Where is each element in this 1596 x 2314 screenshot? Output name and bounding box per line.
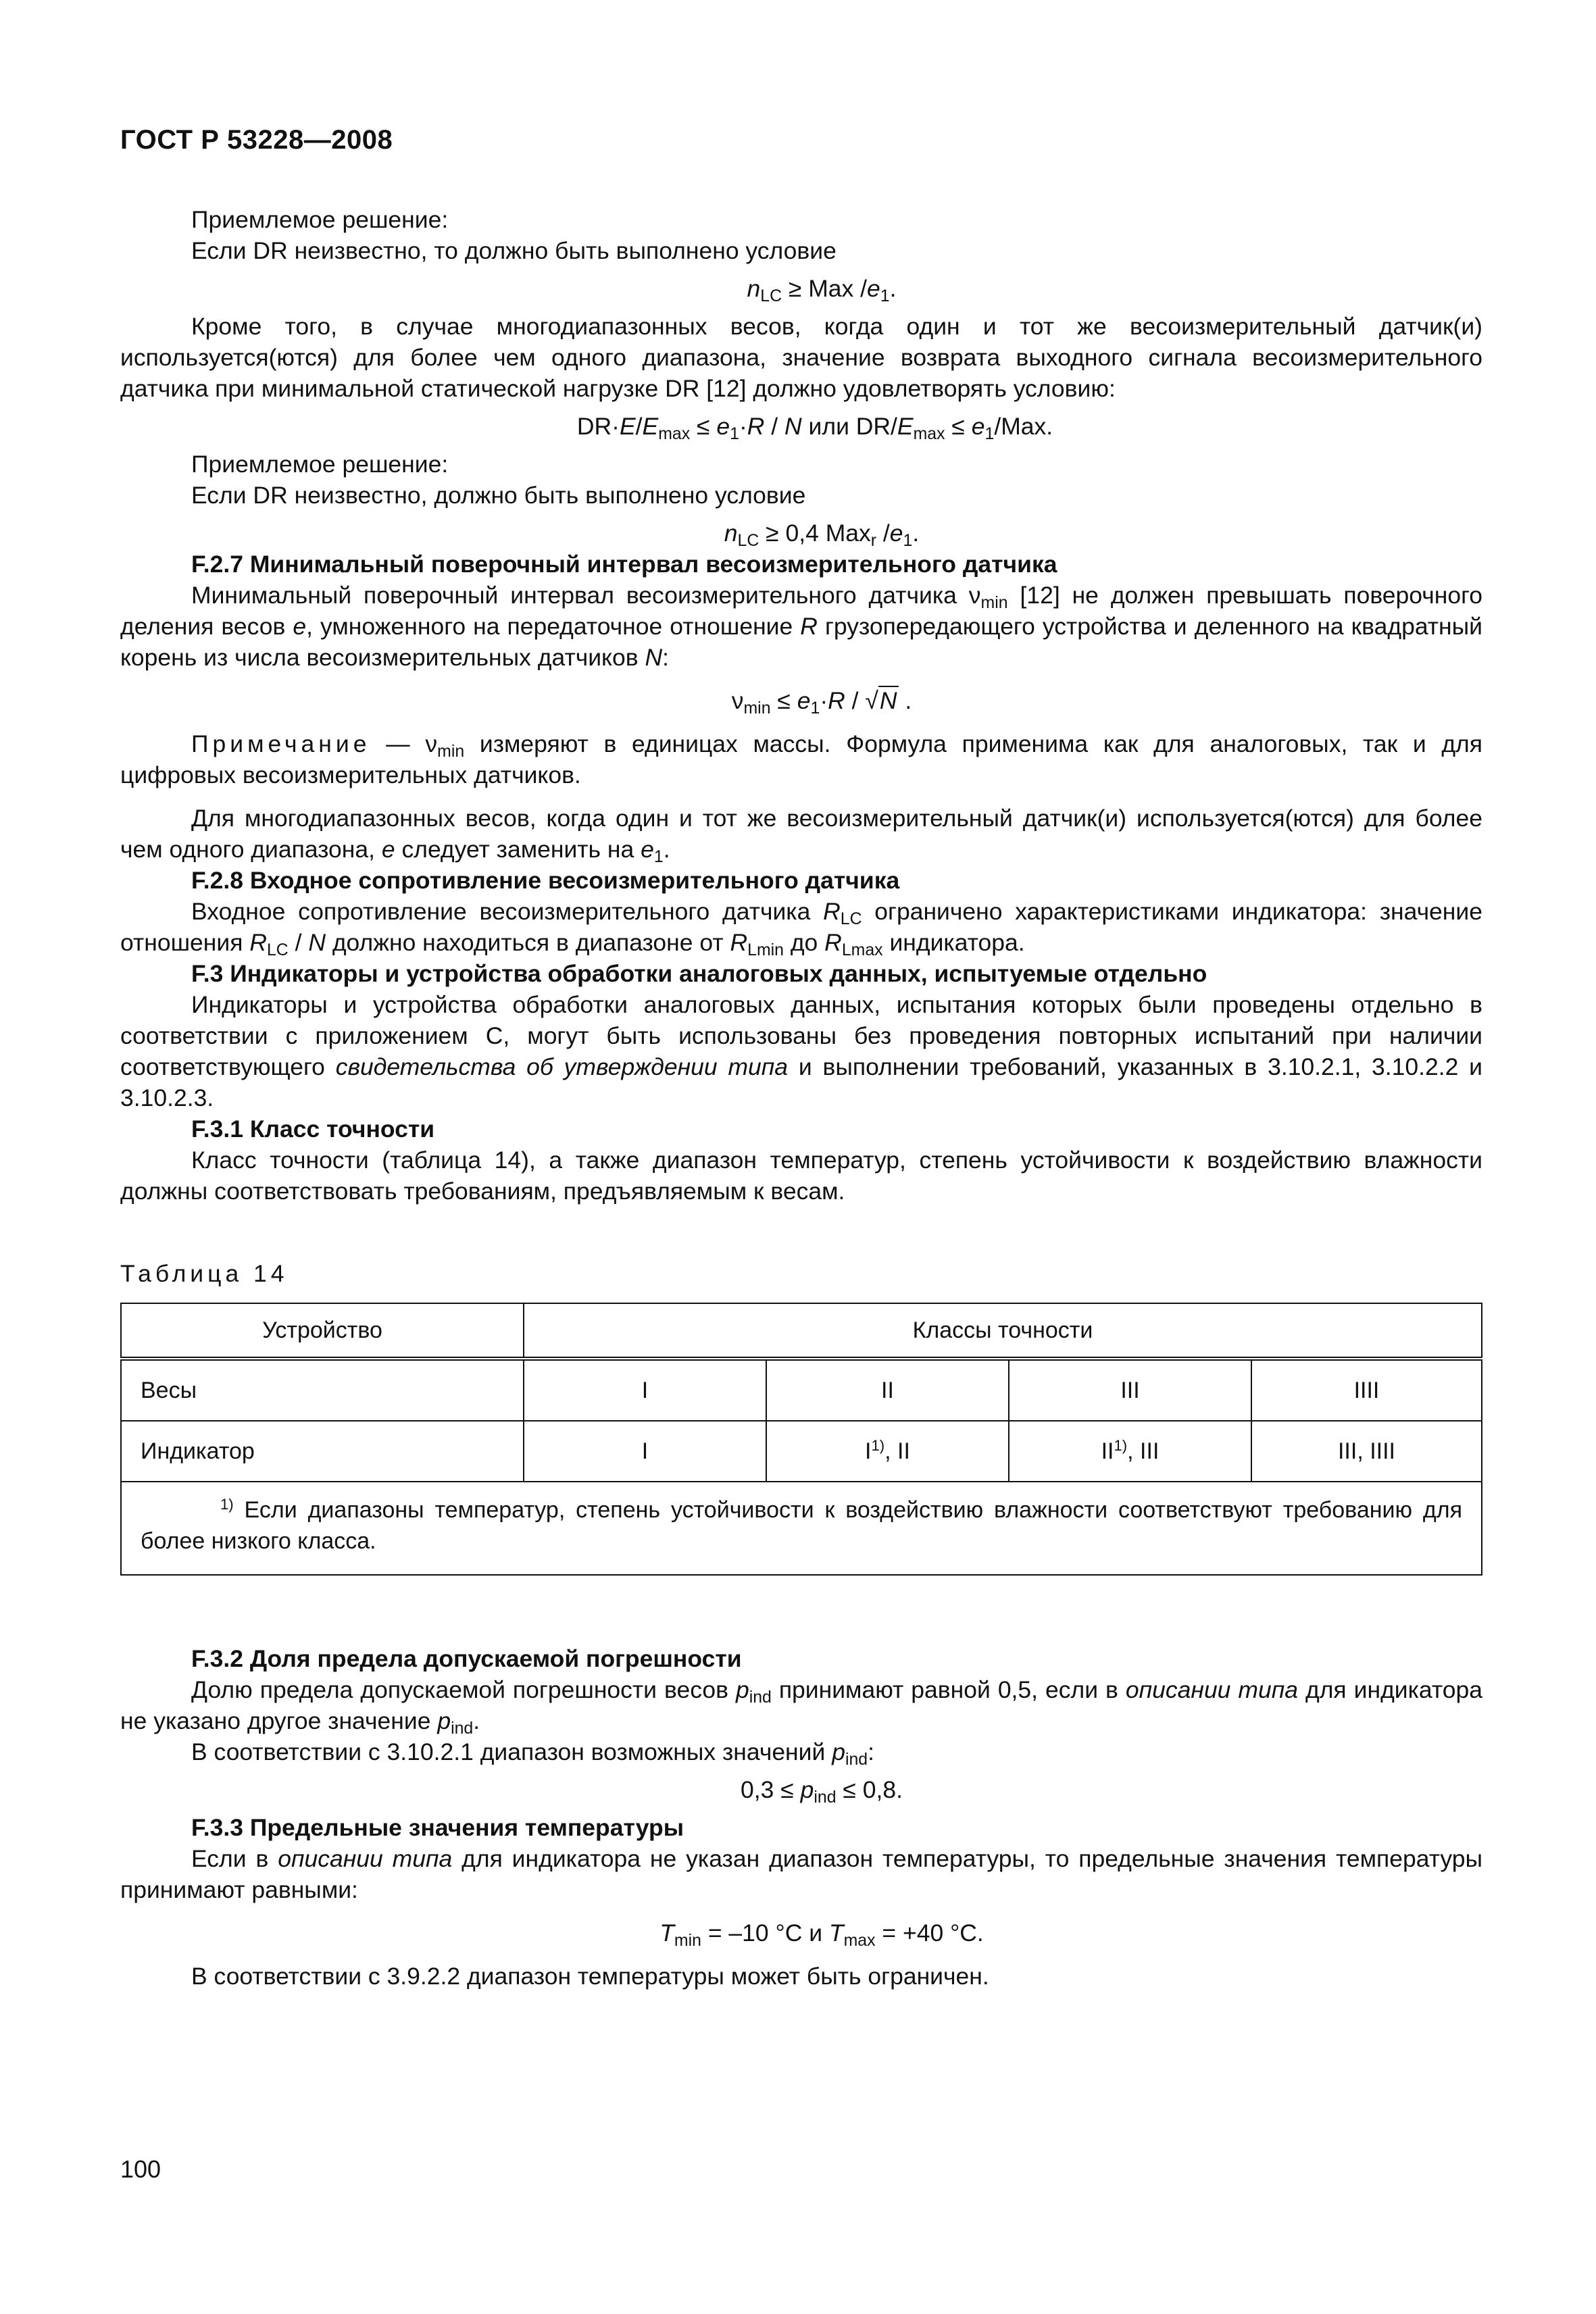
table-cell: III [1009, 1359, 1251, 1421]
paragraph-f32-range: В соответствии с 3.10.2.1 диапазон возможных значений $p_{ind}$: [191, 1738, 874, 1769]
paragraph-multirange: Кроме того, в случае многодиапазонных весов, когда один и тот же весоизмерительный датчик(и) используется(ются) для более чем одного диапазона, значение возврата выходного сигнала весоизмерительного датчика при минимальной статической нагрузке DR [12] должно удовлетворять условию: [120, 313, 1482, 402]
condition-text: Если DR неизвестно, то должно быть выполнено условие [191, 237, 837, 264]
paragraph-f33: Если в описании типа для индикатора не указан диапазон температуры, то предельные значения температуры принимают равными: [120, 1845, 1482, 1903]
table-cell: $I^{1)}$, II [766, 1421, 1009, 1482]
paragraph-f3: Индикаторы и устройства обработки аналоговых данных, испытания которых были проведены отдельно в соответствии с приложением С, могут быть использованы без проведения повторных испытаний при наличии соответствующего свидетельства об утверждении типа и выполнении требований, указанных в 3.10.2.1, 3.10.2.2 и 3.10.2.3. [120, 991, 1482, 1111]
table-cell-label: Индикатор [121, 1421, 524, 1482]
paragraph-f27: Минимальный поверочный интервал весоизмерительного датчика $\nu_{min}$ [12] не должен превышать поверочного деления весов e, умноженного на передаточное отношение R грузопередающего устройства и деленного на квадратный корень из числа весоизмерительных датчиков N: [120, 582, 1483, 671]
section-heading-f33: F.3.3 Предельные значения температуры [191, 1814, 684, 1841]
section-heading-f27: F.2.7 Минимальный поверочный интервал весоизмерительного датчика [191, 551, 1057, 578]
table-cell: I [524, 1359, 766, 1421]
table-cell: II$^{1)}$, III [1009, 1421, 1251, 1482]
formula-pind: $0,3 \le p_{ind} \le 0,8$. [741, 1776, 903, 1807]
table-row [121, 1421, 1482, 1482]
formula-nlc-maxr: $n_{LC} \ge 0,4$ Max$_r$ $/e_1$. [724, 520, 920, 550]
paragraph-last: В соответствии с 3.9.2.2 диапазон температуры может быть ограничен. [191, 1963, 989, 1990]
acceptable-solution-label-2: Приемлемое решение: [191, 451, 449, 478]
page-number: 100 [120, 2155, 161, 2183]
formula-temperature: $T_{min} = -10$ °C и $T_{max} = +40$ °C. [659, 1919, 984, 1950]
accuracy-class-table [120, 1303, 1482, 1576]
note-paragraph: Примечание — $\nu_{min}$ измеряют в единицах массы. Формула применима как для аналоговых, так и для цифровых весоизмерительных датчиков. [120, 730, 1482, 788]
table-cell: II [766, 1359, 1009, 1421]
condition-text-2: Если DR неизвестно, должно быть выполнено условие [191, 482, 806, 509]
table-cell: I [524, 1421, 766, 1482]
paragraph-multirange-2: Для многодиапазонных весов, когда один и тот же весоизмерительный датчик(и) используется(ются) для более чем одного диапазона, e следует заменить на $e_1$. [120, 805, 1482, 866]
section-heading-f31: F.3.1 Класс точности [191, 1115, 435, 1142]
table-cell: III, IIII [1251, 1421, 1482, 1482]
table-caption: Таблица 14 [120, 1260, 289, 1287]
formula-nlc: $n_{LC}$ ≥ Max $/e_1$. [747, 275, 897, 305]
section-heading-f32: F.3.2 Доля предела допускаемой погрешности [191, 1645, 742, 1672]
page-body [120, 204, 1482, 1992]
section-heading-f28: F.2.8 Входное сопротивление весоизмерительного датчика [191, 867, 900, 894]
section-heading-f3: F.3 Индикаторы и устройства обработки аналоговых данных, испытуемые отдельно [191, 960, 1207, 987]
paragraph-f28: Входное сопротивление весоизмерительного датчика $R_{LC}$ ограничено характеристиками индикатора: значение отношения $R_{LC}$ / N должно находиться в диапазоне от $R_{Lmin}$ до $R_{Lmax}$ индикатора. [120, 898, 1482, 959]
note-label: Примечание [191, 730, 371, 757]
table-cell: IIII [1251, 1359, 1482, 1421]
table-header-device: Устройство [121, 1303, 524, 1359]
paragraph-f31: Класс точности (таблица 14), а также диапазон температур, степень устойчивости к воздействию влажности должны соответствовать требованиям, предъявляемым к весам. [120, 1147, 1482, 1205]
table-footnote: $^{1)}$ Если диапазоны температур, степень устойчивости к воздействию влажности соответствуют требованию для более низкого класса. [121, 1482, 1482, 1575]
table-row [121, 1359, 1482, 1421]
formula-vmin: $\nu_{min} \le e_1\cdot R / √N$ . [731, 687, 912, 718]
table-header-classes: Классы точности [524, 1303, 1482, 1359]
paragraph-f32: Долю предела допускаемой погрешности весов $p_{ind}$ принимают равной 0,5, если в описании типа для индикатора не указано другое значение $p_{ind}$. [120, 1676, 1482, 1738]
acceptable-solution-label: Приемлемое решение: [191, 206, 449, 233]
table-cell-label: Весы [121, 1359, 524, 1421]
document-header: ГОСТ Р 53228—2008 [120, 125, 393, 155]
formula-dr: $DR\cdot E/E_{max} \le e_1\cdot R / N$ или $DR/E_{max} \le e_1/Max$. [576, 413, 1053, 443]
